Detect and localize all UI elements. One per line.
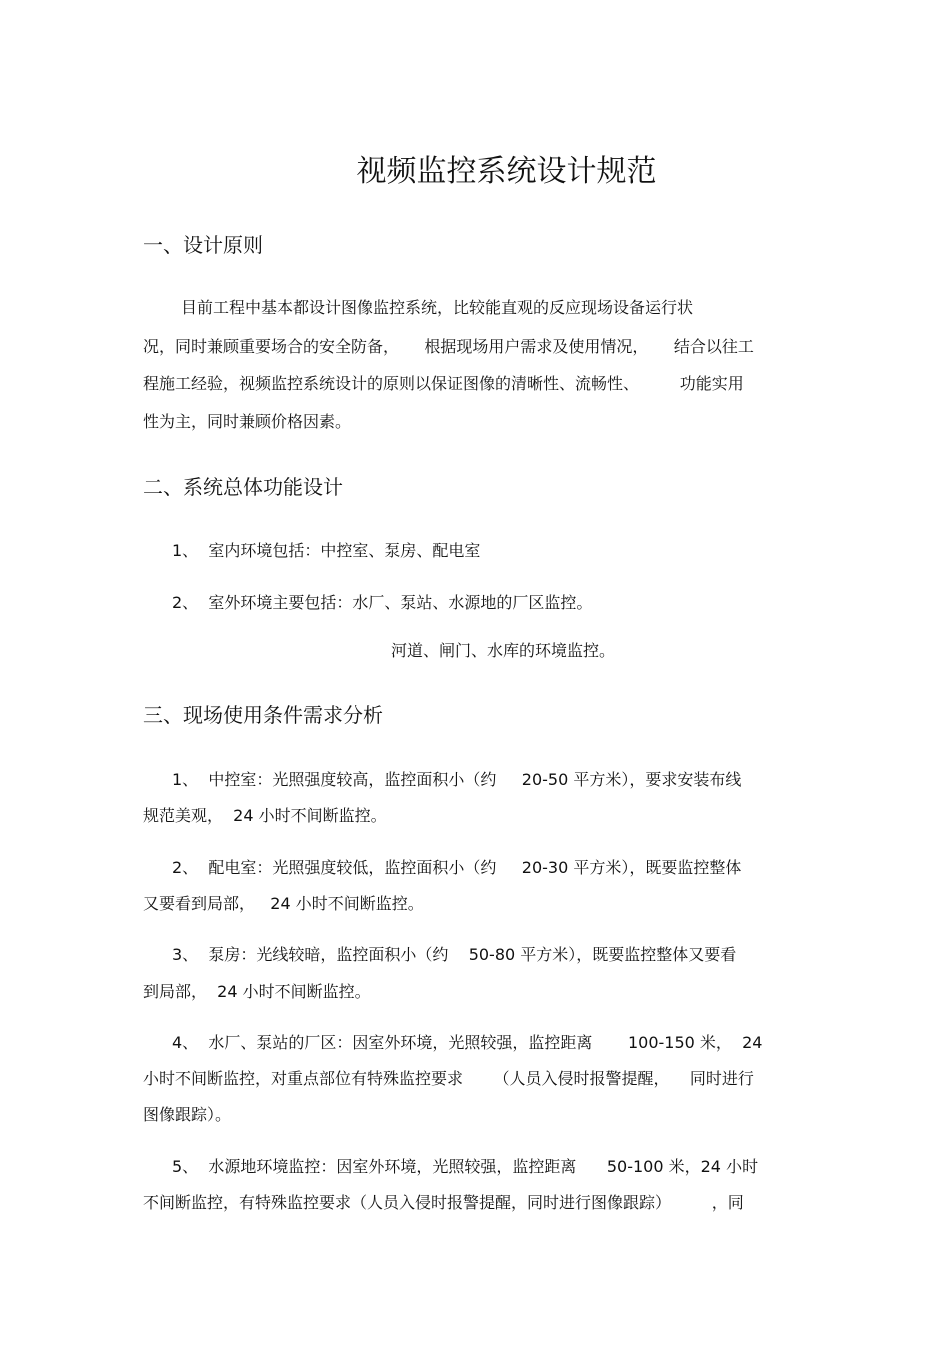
list-item: 2、 配电室：光照强度较低，监控面积小（约 20-30 平方米），既要监控整体: [172, 858, 742, 877]
list-item: 1、 室内环境包括：中控室、泵房、配电室: [172, 541, 481, 560]
list-item-continuation: 又要看到局部， 24 小时不间断监控。: [143, 894, 424, 913]
paragraph-line: 性为主，同时兼顾价格因素。: [143, 412, 352, 431]
paragraph-line: 目前工程中基本都设计图像监控系统，比较能直观的反应现场设备运行状: [181, 298, 694, 317]
section-heading-design-principles: 一、设计原则: [143, 233, 263, 257]
paragraph-line: 况，同时兼顾重要场合的安全防备， 根据现场用户需求及使用情况， 结合以往工: [143, 337, 754, 356]
list-item: 1、 中控室：光照强度较高，监控面积小（约 20-50 平方米），要求安装布线: [172, 770, 742, 789]
section-heading-overall-function: 二、系统总体功能设计: [143, 475, 343, 499]
list-item-continuation: 到局部， 24 小时不间断监控。: [143, 982, 371, 1001]
document-title: 视频监控系统设计规范: [356, 154, 657, 189]
list-item-continuation: 河道、闸门、水库的环境监控。: [391, 641, 616, 660]
section-heading-requirements-analysis: 三、现场使用条件需求分析: [143, 703, 383, 727]
list-item: 5、 水源地环境监控：因室外环境，光照较强，监控距离 50-100 米，24 小时: [172, 1157, 759, 1176]
list-item-continuation: 图像跟踪）。: [143, 1105, 232, 1124]
list-item-continuation: 规范美观， 24 小时不间断监控。: [143, 806, 387, 825]
list-item-continuation: 不间断监控，有特殊监控要求（人员入侵时报警提醒，同时进行图像跟踪） ，同: [143, 1193, 744, 1212]
list-item-continuation: 小时不间断监控，对重点部位有特殊监控要求 （人员入侵时报警提醒， 同时进行: [143, 1069, 754, 1088]
list-item: 3、 泵房：光线较暗，监控面积小（约 50-80 平方米），既要监控整体又要看: [172, 945, 737, 964]
list-item: 4、 水厂、泵站的厂区：因室外环境，光照较强，监控距离 100-150 米， 24: [172, 1033, 763, 1052]
list-item: 2、 室外环境主要包括：水厂、泵站、水源地的厂区监控。: [172, 593, 593, 612]
paragraph-line: 程施工经验，视频监控系统设计的原则以保证图像的清晰性、流畅性、 功能实用: [143, 374, 744, 393]
